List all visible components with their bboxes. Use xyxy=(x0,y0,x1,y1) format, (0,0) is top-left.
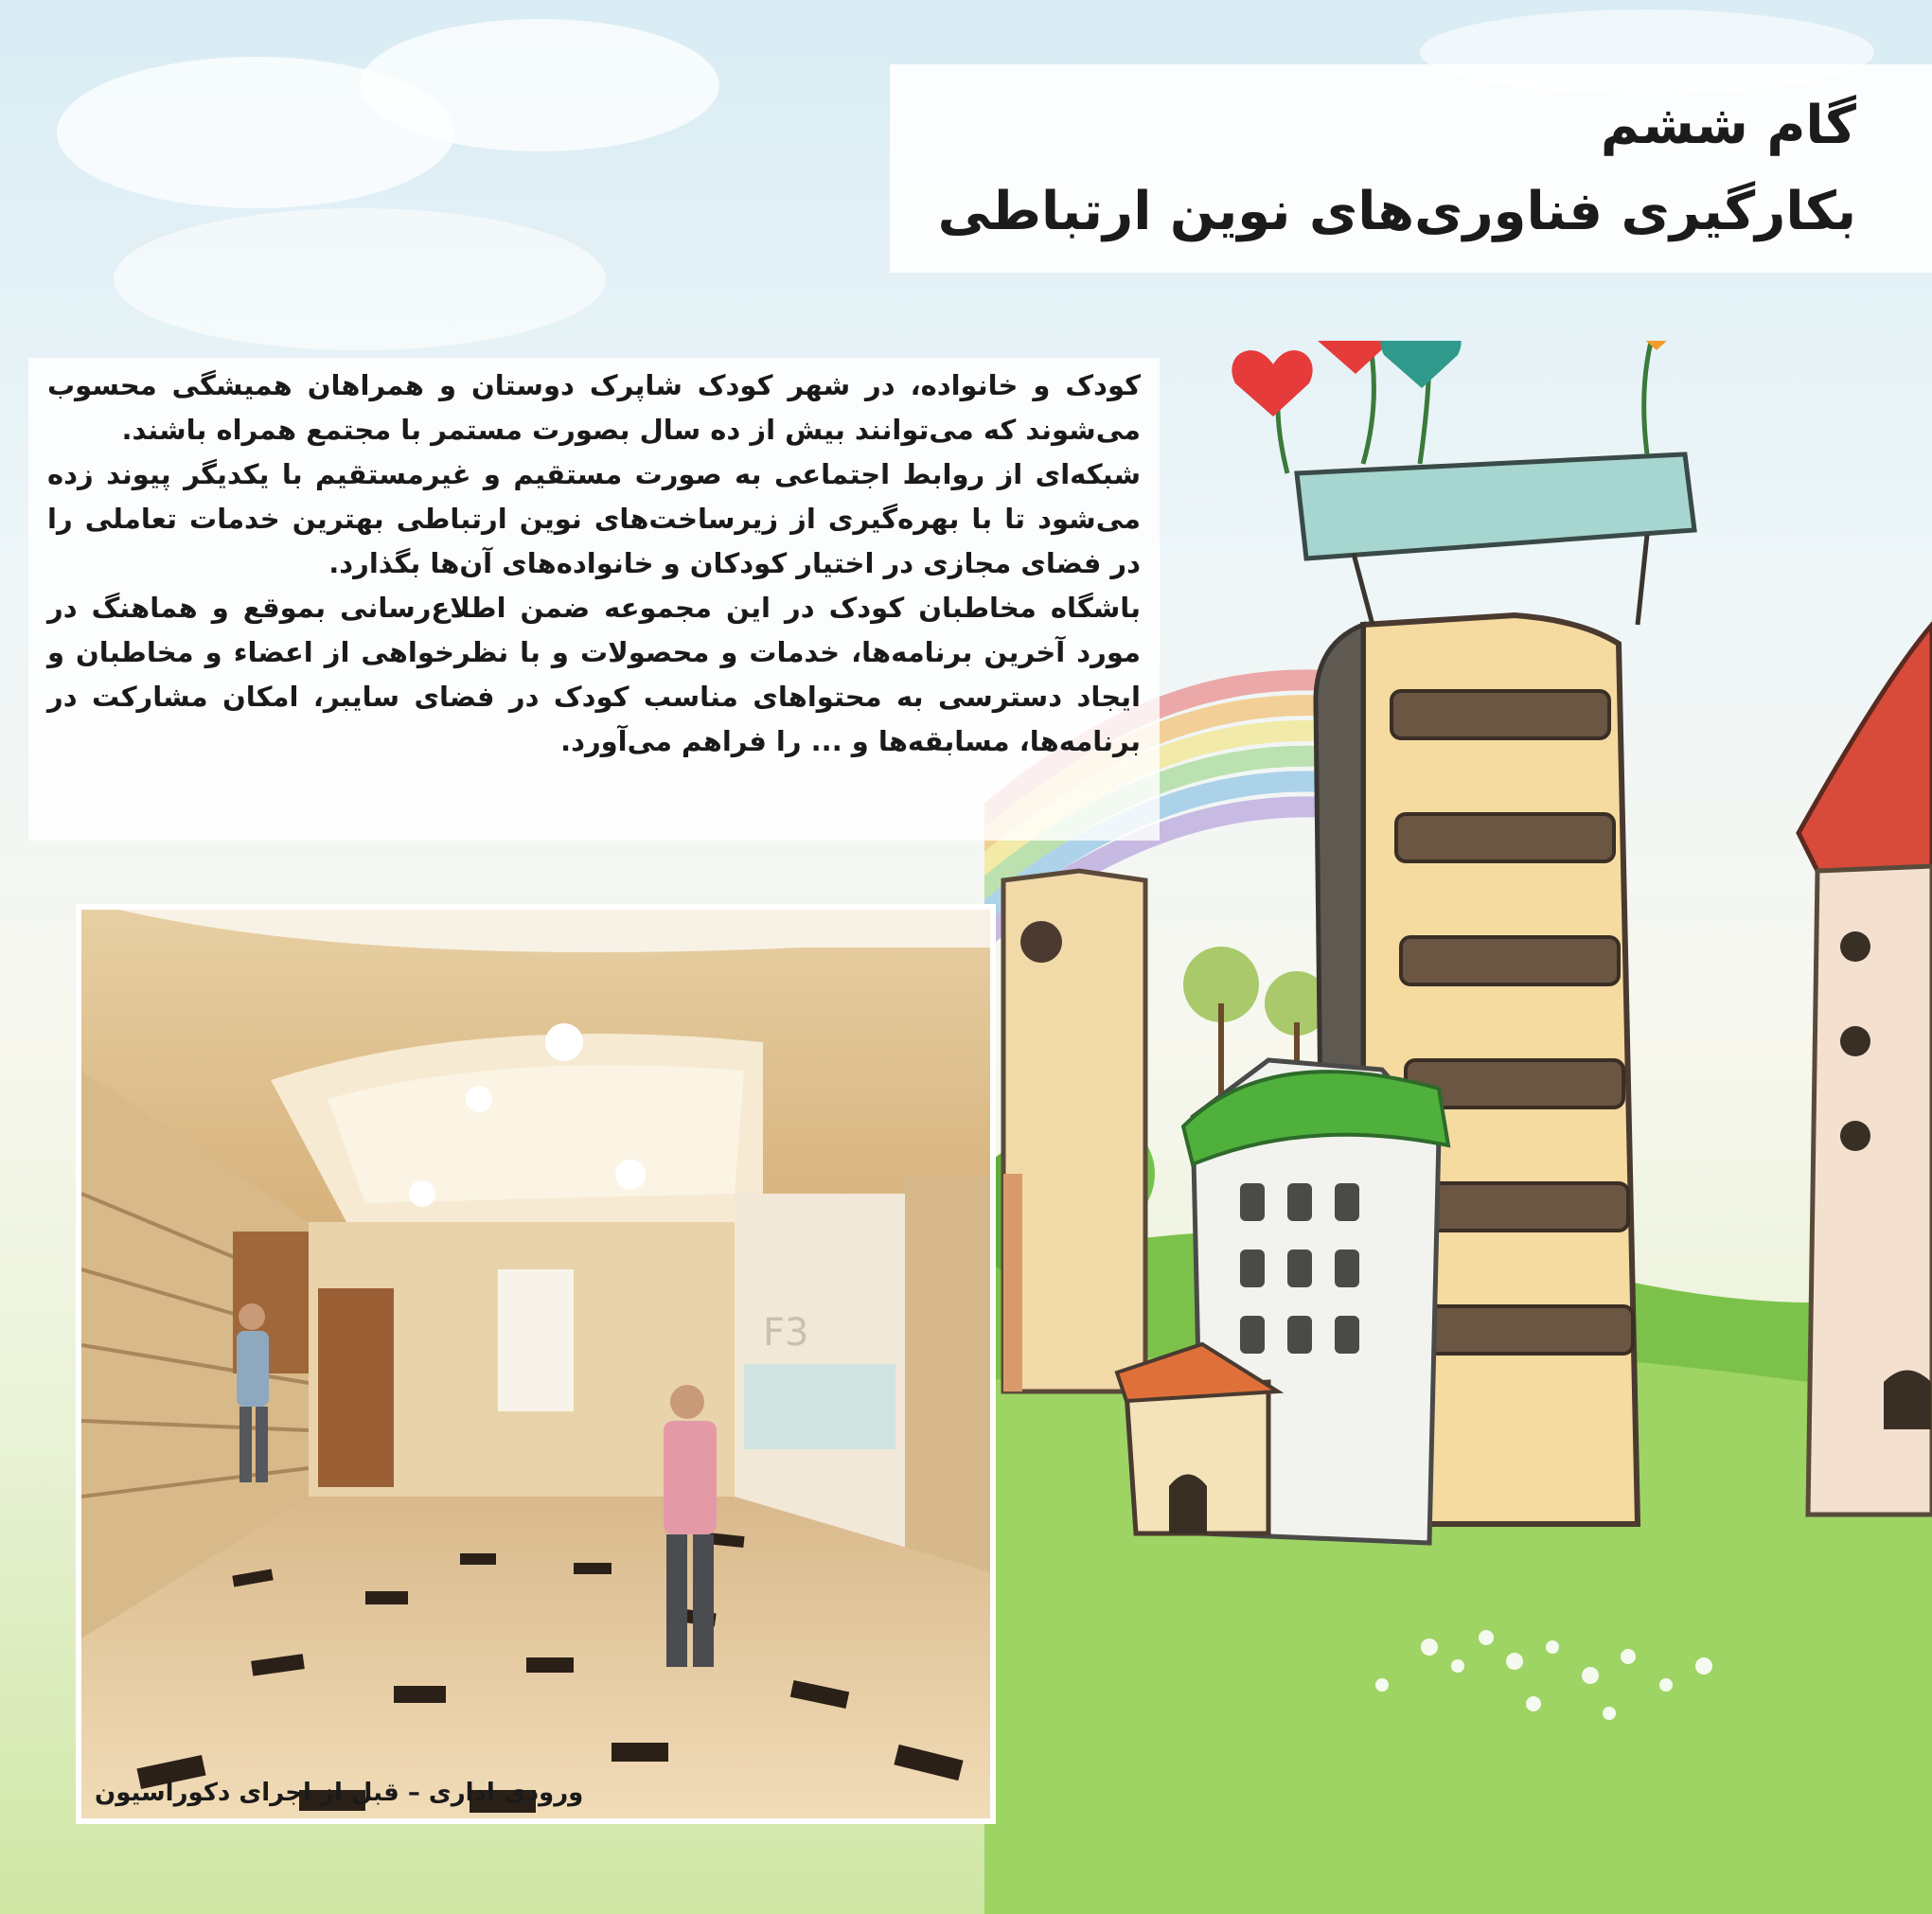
lobby-render xyxy=(81,910,990,1818)
photo-caption: ورودی اداری – قبل از اجرای دکوراسیون xyxy=(95,1779,584,1807)
paragraph-1: کودک و خانواده، در شهر کودک شاپرک دوستان و همراهان همیشگی محسوب می‌شوند که می‌توانند بیش از ده سال بصورت مستمر با مجتمع همراه باشند. xyxy=(47,369,1141,446)
section-title: بکارگیری فناوری‌های نوین ارتباطی xyxy=(937,181,1856,242)
paragraph-3: باشگاه مخاطبان کودک در این مجموعه ضمن اطلاع‌رسانی بموقع و هماهنگ در مورد آخرین برنامه‌ها، خدمات و محصولات و با نظرخواهی از اعضاء و مخاطبان و ایجاد دسترسی به محتواهای مناسب کودک در فضای سایبر، امکان مشارکت در برنامه‌ها، مسابقه‌ها و ... را فراهم می‌آورد. xyxy=(47,592,1141,757)
wall-sign-f3: F3 xyxy=(763,1311,809,1355)
paragraph-2: شبکه‌ای از روابط اجتماعی به صورت مستقیم و غیرمستقیم با یکدیگر پیوند زده می‌شود تا با بهره‌گیری از زیرساخت‌های نوین ارتباطی بهترین خدمات تعاملی را در فضای مجازی در اختیار کودکان و خانواده‌های آن‌ها بگذارد. xyxy=(47,458,1141,579)
small-tower-left xyxy=(1003,871,1145,1391)
red-roof-tower xyxy=(1799,625,1932,1515)
section-number-heading: گام ششم xyxy=(1600,95,1856,156)
cloud xyxy=(114,208,606,350)
title-box xyxy=(890,64,1932,273)
cloud xyxy=(360,19,719,151)
body-text-box xyxy=(28,358,1160,841)
office-entrance-photo xyxy=(76,904,996,1824)
heart-flowers xyxy=(1232,341,1695,473)
